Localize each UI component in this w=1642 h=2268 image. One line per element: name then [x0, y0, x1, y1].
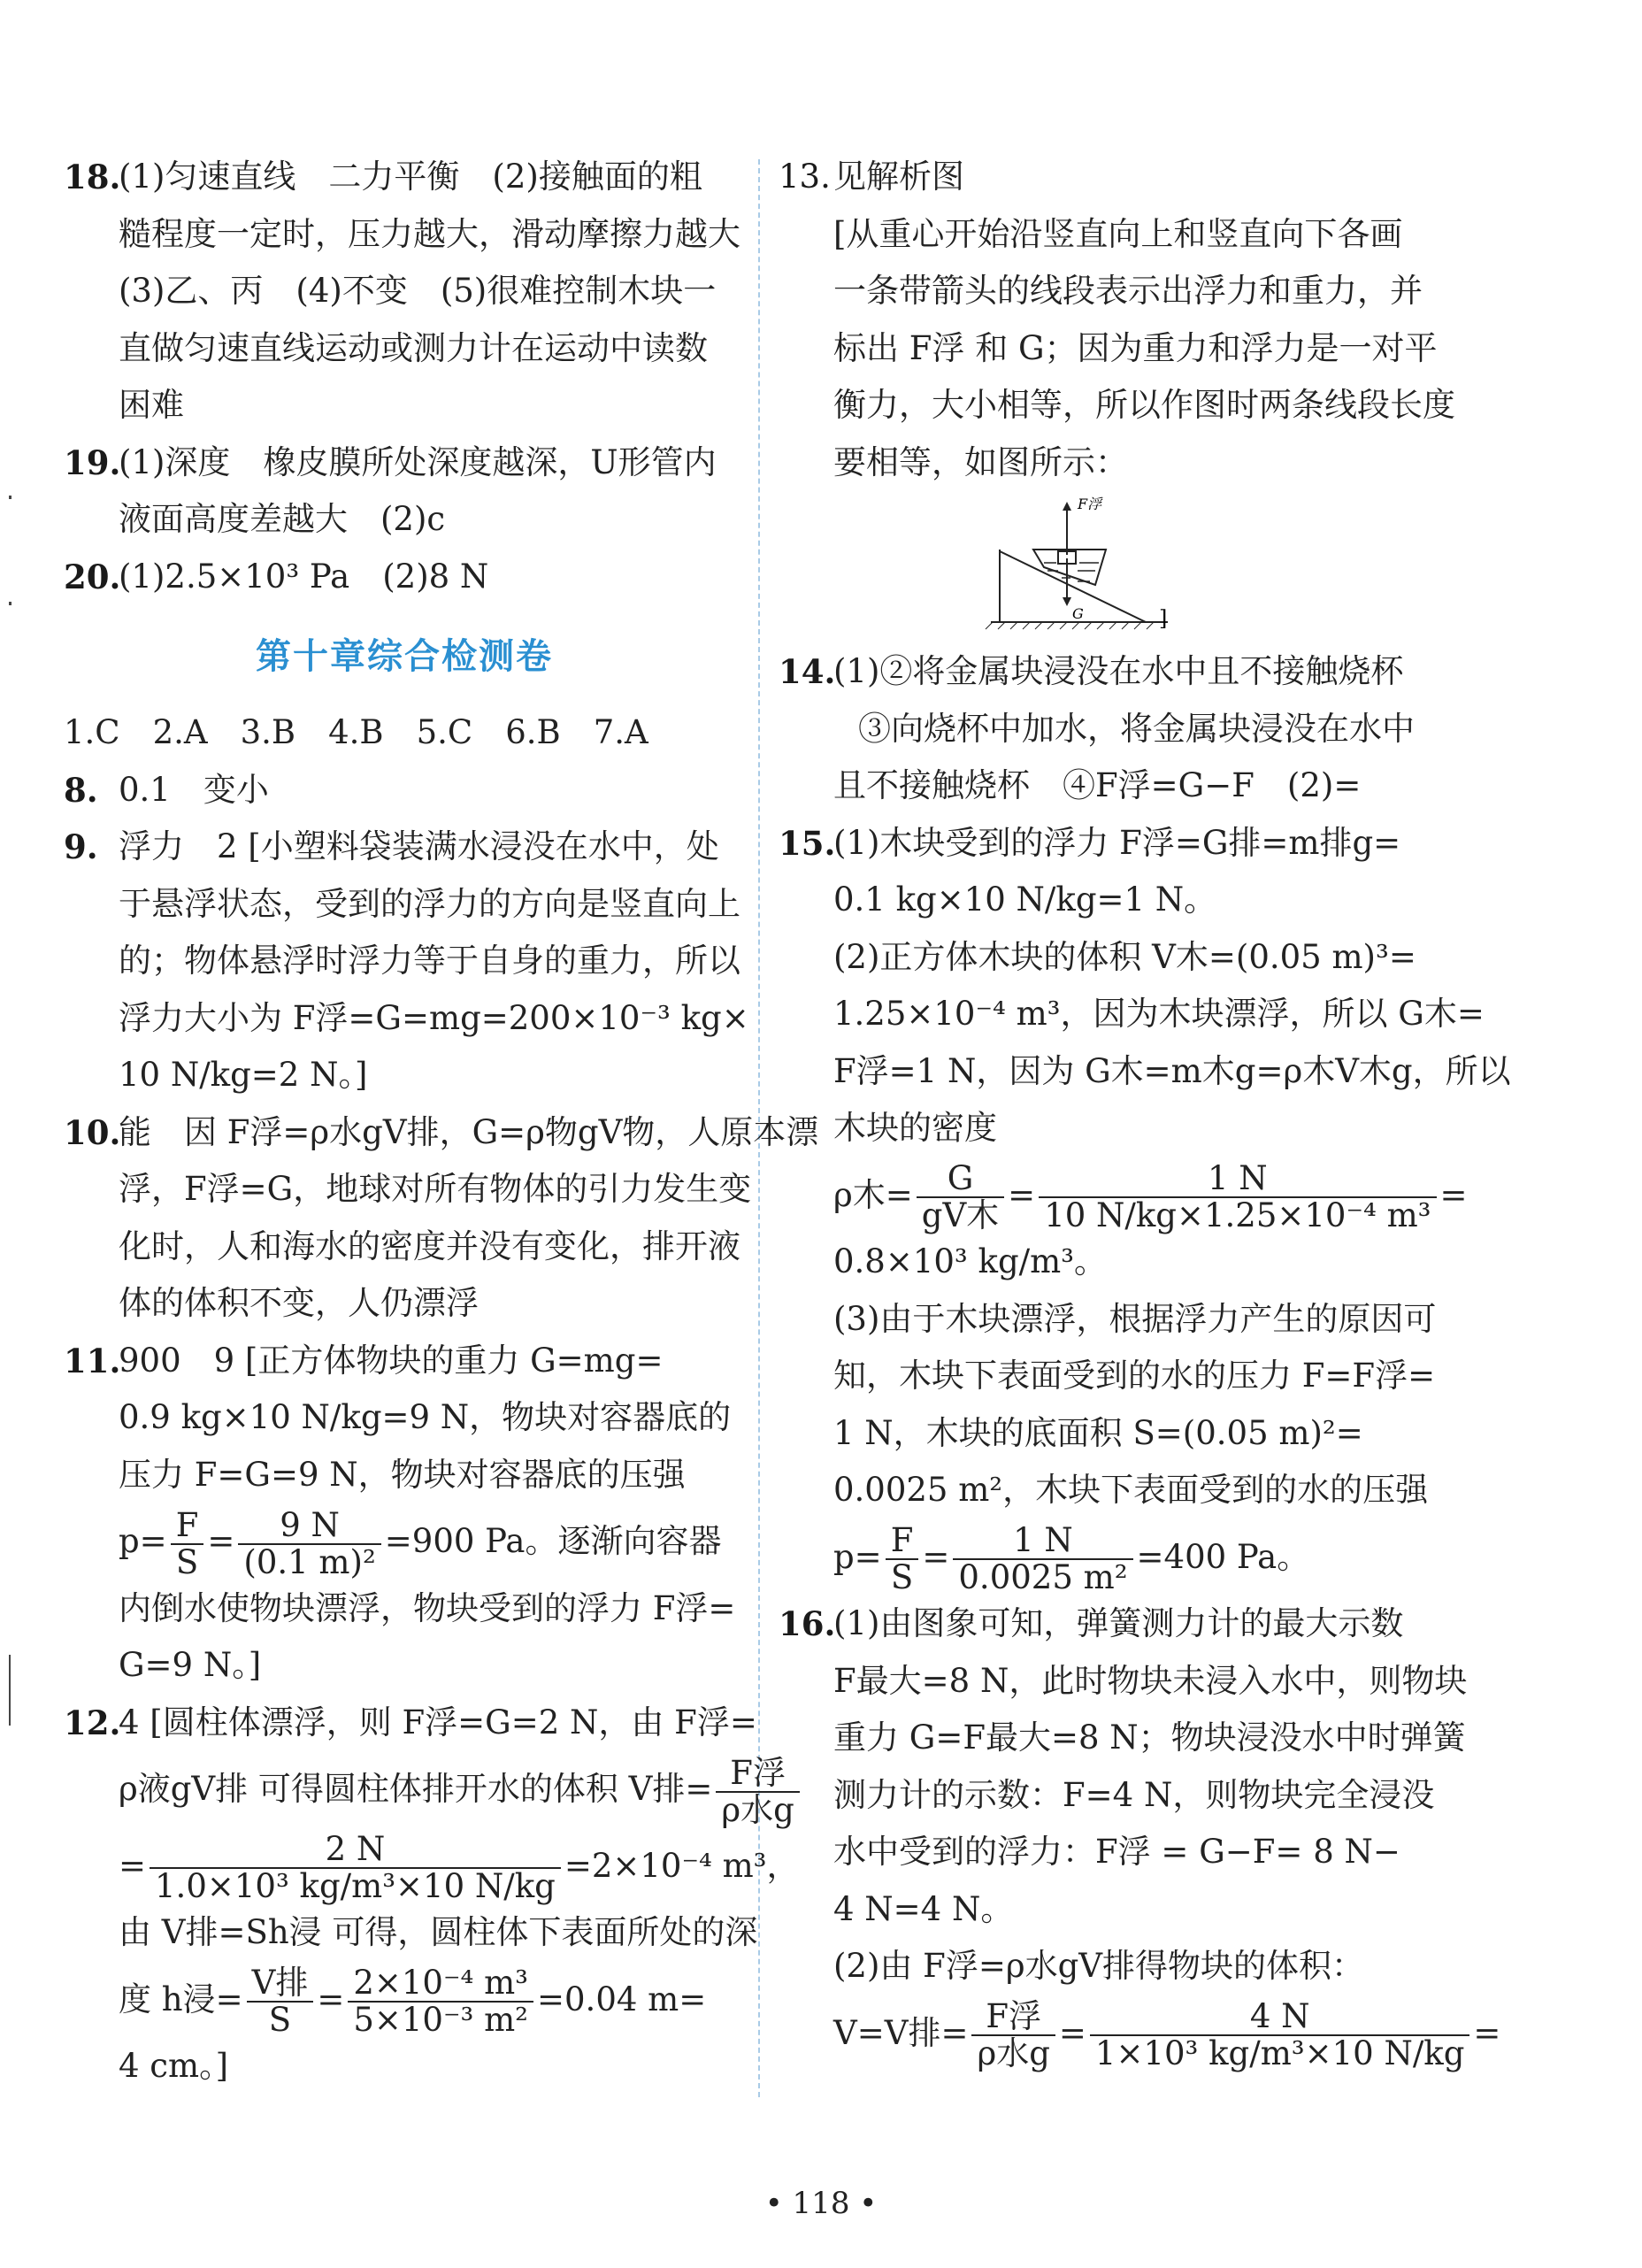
buoyancy-label: F浮 — [1078, 496, 1102, 512]
volume-formula: V=V排= $\frac{\text{F浮}}{\text{ρ水g}}$ = $\frac{4 N}{\text{1×10³ kg/m³×10 N/kg}}$ = — [833, 1997, 1501, 2072]
bracket-close: ] — [1159, 606, 1168, 631]
water-pressure-formula: p= $\frac{F}{S}$ = $\frac{1 N}{\text{0.0025 m²}}$ =400 Pa。 — [833, 1521, 1310, 1596]
right-column — [779, 149, 1511, 2072]
margin-mark — [9, 496, 12, 499]
pressure-formula: p= $\frac{F}{S}$ = $\frac{9 N}{\text{(0.1 m)²}}$ =900 Pa。逐渐向容器 — [119, 1505, 722, 1581]
answer-10: 10. 能 因 F浮=ρ水gV排，G=ρ物gV物，人原本漂 浮，F浮=G，地球对所有物体的引力发生变 化时，人和海水的密度并没有变化，排开液 体的体积不变，人仍漂浮 — [64, 1112, 819, 1322]
answer-12: 12. 4 [圆柱体漂浮，则 F浮=G=2 N，由 F浮= ρ液gV排 可得圆柱体排开水的体积 V排= $\frac{\text{F浮}}{\text{ρ水g}}$ = $\frac{2 N}{\text{1.0×10³ kg/m³×10 N/kg}}$ =2×10⁻⁴ m³， 由 V排=Sh浸 可得，圆柱体下表面所处的深 度 h浸= $\frac{\text{V排}}{S}$ = $\frac{\text{2×10⁻⁴ m³}}{\text{5×10⁻³ m²}}$ =0.04 m= 4 cm。] — [64, 1703, 800, 2085]
answer-20: 20. (1)2.5×10³ Pa (2)8 N — [64, 557, 489, 596]
left-column — [64, 149, 819, 2095]
answer-18: 18. (1)匀速直线 二力平衡 (2)接触面的粗 糙程度一定时，压力越大，滑动摩擦力越大 (3)乙、丙 (4)不变 (5)很难控制木块一 直做匀速直线运动或测力计在运动中读数 困难 — [64, 158, 740, 424]
chapter-title: 第十章综合检测卷 — [256, 636, 553, 677]
answer-9: 9. 浮力 2 [小塑料袋装满水浸没在水中，处 于悬浮状态，受到的浮力的方向是竖直向上 的；物体悬浮时浮力等于自身的重力，所以 浮力大小为 F浮=G=mg=200×10⁻³ kg× 10 N/kg=2 N。] — [64, 827, 749, 1094]
density-formula: ρ木= $\frac{G}{\text{gV木}}$ = $\frac{1 N}{\text{10 N/kg×1.25×10⁻⁴ m³}}$ = — [833, 1159, 1468, 1234]
gravity-label: G — [1072, 605, 1084, 622]
answer-14: 14. (1)②将金属块浸没在水中且不接触烧杯 ③向烧杯中加水，将金属块浸没在水中 且不接触烧杯 ④F浮=G−F (2)= — [779, 652, 1415, 804]
answer-19: 19. (1)深度 橡皮膜所处深度越深，U形管内 液面高度差越大 (2)c — [64, 442, 717, 538]
margin-mark — [9, 602, 12, 605]
buoyancy-diagram — [982, 496, 1177, 638]
answer-16: 16. (1)由图象可知，弹簧测力计的最大示数 F最大=8 N，此时物块未浸入水中，则物块 重力 G=F最大=8 N；物块浸没水中时弹簧 测力计的示数：F=4 N，则物块完全浸没 水中受到的浮力：F浮 = G−F= 8 N− 4 N=4 N。 (2)由 F浮=ρ水gV排得物块的体积： V=V排= $\frac{\text{F浮}}{\text{ρ水g}}$ = $\frac{4 N}{\text{1×10³ kg/m³×10 N/kg}}$ = — [779, 1604, 1501, 2072]
incline-beaker-figure — [982, 496, 1177, 638]
answer-11: 11. 900 9 [正方体物块的重力 G=mg= 0.9 kg×10 N/kg=9 N，物块对容器底的 压力 F=G=9 N，物块对容器底的压强 p= $\frac{F}{S}$ = $\frac{9 N}{\text{(0.1 m)²}}$ =900 Pa。逐渐向容器 内倒水使物块漂浮，物块受到的浮力 F浮= G=9 N。] — [64, 1333, 745, 1695]
margin-mark — [9, 1655, 11, 1726]
page-number: • 118 • — [764, 2186, 878, 2221]
answer-15: 15. (1)木块受到的浮力 F浮=G排=m排g= 0.1 kg×10 N/kg=1 N。 (2)正方体木块的体积 V木=(0.05 m)³= 1.25×10⁻⁴ m³，因为木块漂浮，所以 G木= F浮=1 N，因为 G木=m木g=ρ木V木g，所以 木块的密度 ρ木= $\frac{G}{\text{gV木}}$ = $\frac{1 N}{\text{10 N/kg×1.25×10⁻⁴ m³}}$ = 0.8×10³ kg/m³。 (3)由于木块漂浮，根据浮力产生的原因可 知，木块下表面受到的水的压力 F=F浮= 1 N，木块的底面积 S=(0.05 m)²= 0.0025 m²，木块下表面受到的水的压强 p= $\frac{F}{S}$ = $\frac{1 N}{\text{0.0025 m²}}$ =400 Pa。 — [779, 823, 1511, 1596]
multiple-choice-answers: 1.C 2.A 3.B 4.B 5.C 6.B 7.A — [64, 713, 648, 751]
answer-13: 13. 见解析图 [从重心开始沿竖直向上和竖直向下各画 一条带箭头的线段表示出浮力和重力，并 标出 F浮 和 G；因为重力和浮力是一对平 衡力，大小相等，所以作图时两条线段长度 要相等，如图所示： F浮 G ] — [779, 149, 1460, 638]
answer-8: 8. 0.1 变小 — [64, 770, 269, 810]
